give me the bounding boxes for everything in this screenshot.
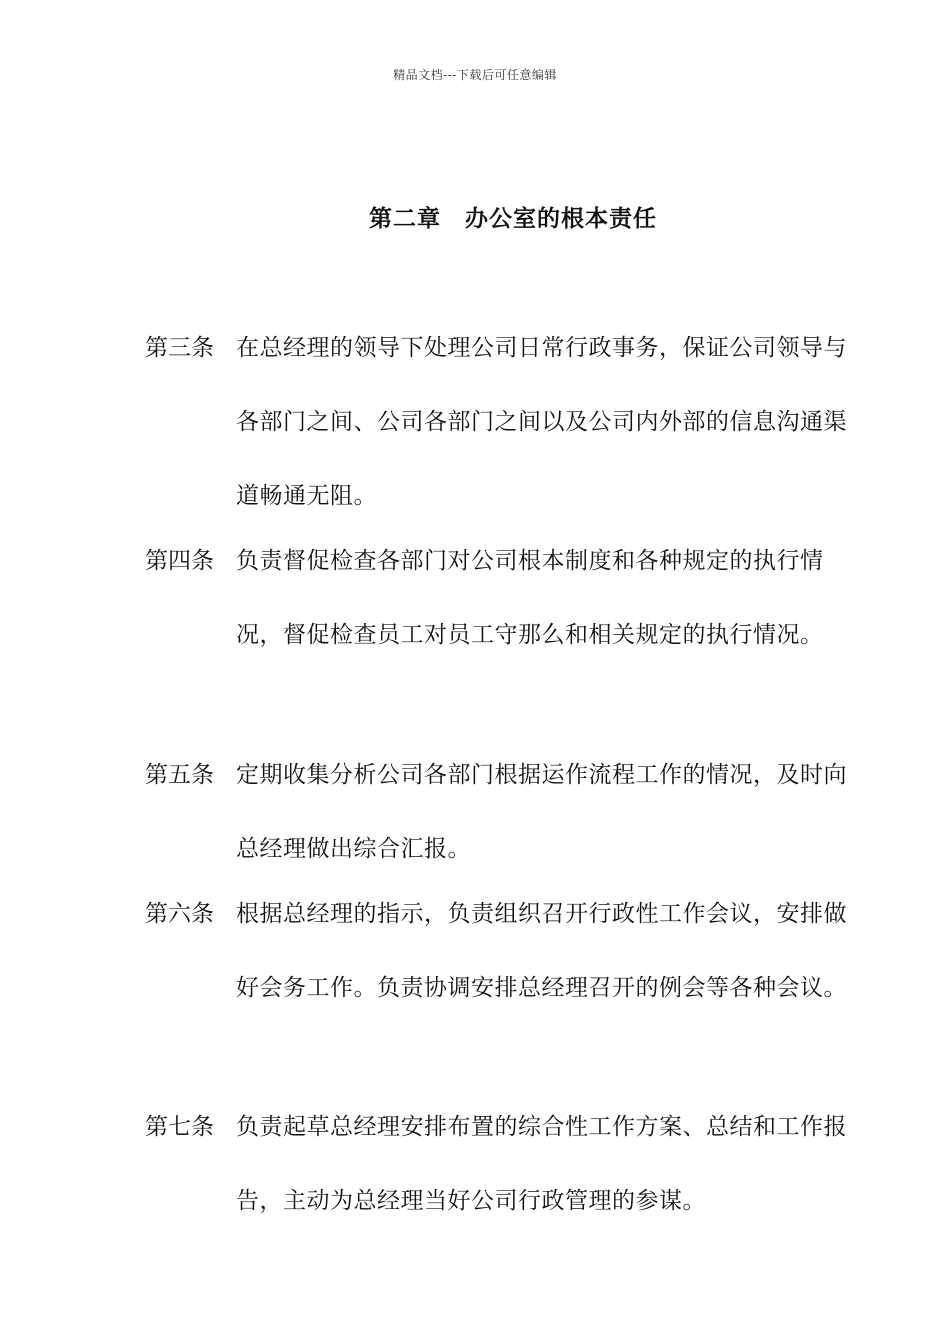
article-label: 第五条 [145,762,214,788]
article-text: 负责督促检查各部门对公司根本制度和各种规定的执行情况，督促检查员工对员工守那么和相关规定的执行情况。 [236,548,824,648]
chapter-title: 第二章 办公室的根本责任 [369,206,657,232]
page-header-note: 精品文档---下载后可任意编辑 [393,68,557,82]
article-text: 负责起草总经理安排布置的综合性工作方案、总结和工作报告，主动为总经理当好公司行政管理的参谋。 [236,1114,847,1214]
article-text: 定期收集分析公司各部门根据运作流程工作的情况，及时向总经理做出综合汇报。 [236,762,847,862]
article-label: 第三条 [145,335,214,361]
article-text: 根据总经理的指示，负责组织召开行政性工作会议，安排做好会务工作。负责协调安排总经理召开的例会等各种会议。 [236,901,847,1001]
article-label: 第七条 [145,1114,214,1140]
article-text: 在总经理的领导下处理公司日常行政事务，保证公司领导与各部门之间、公司各部门之间以及公司内外部的信息沟通渠道畅通无阻。 [236,335,847,509]
article-label: 第六条 [145,901,214,927]
article-label: 第四条 [145,548,214,574]
